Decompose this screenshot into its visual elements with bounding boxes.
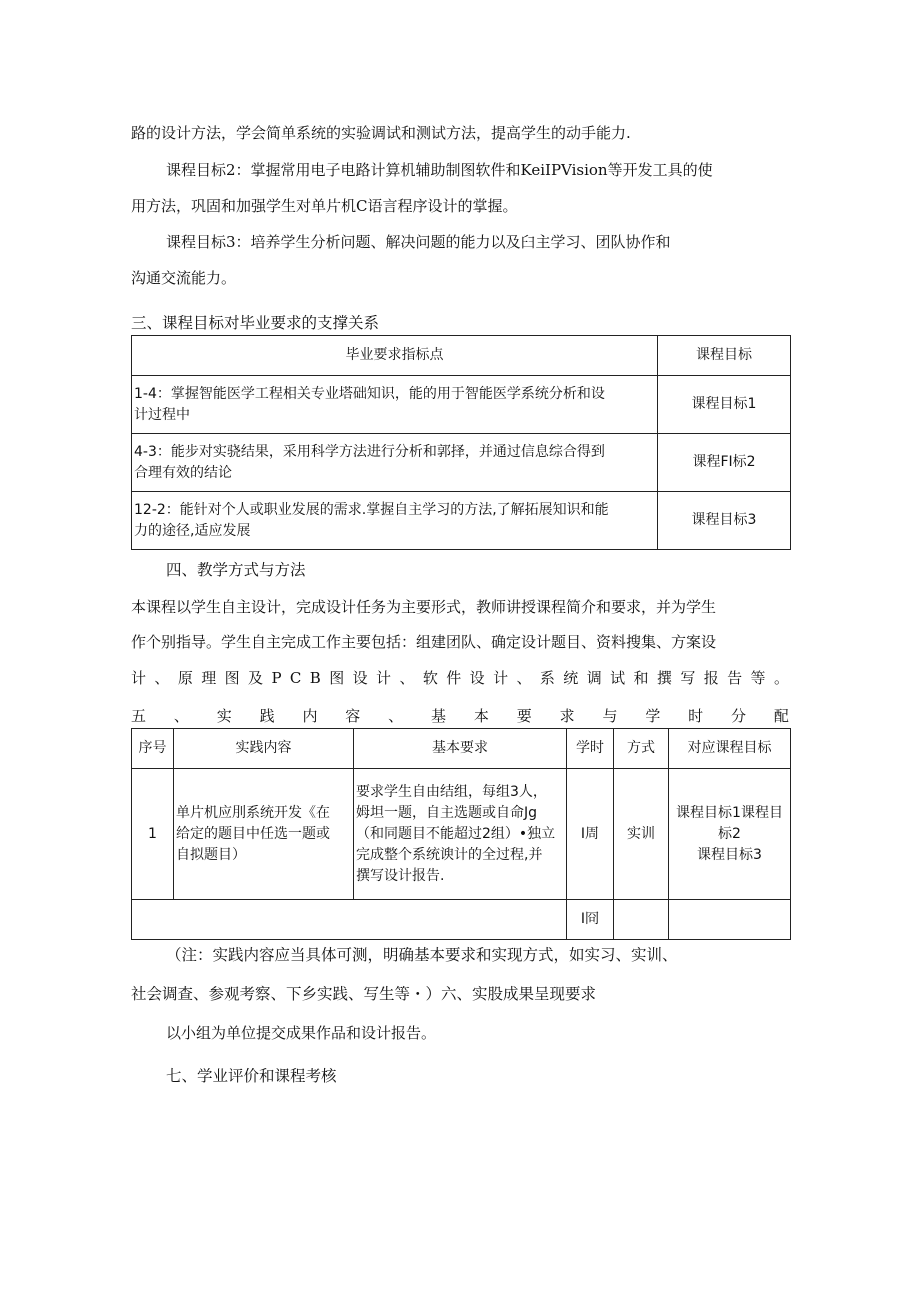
justified-char: 践 [259, 707, 275, 725]
header-course-goal: 课程目标 [658, 336, 791, 376]
justified-char: 图 [224, 669, 240, 687]
justified-char: 统 [563, 669, 579, 687]
justified-char: P [271, 669, 282, 687]
justified-char: 求 [559, 707, 575, 725]
justified-char: 内 [302, 707, 318, 725]
goal-cell: 课程目标1 [658, 376, 791, 434]
course-goal-2-line: 课程目标2：掌握常用电子电路计算机辅助制图软件和KeiIPVision等开发工具的使 [166, 161, 713, 179]
justified-char: B [309, 669, 321, 687]
justified-char: 基 [431, 707, 447, 725]
justified-char: 原 [177, 669, 193, 687]
table-row [132, 492, 791, 550]
justified-char: 要 [516, 707, 532, 725]
justified-char: 写 [680, 669, 696, 687]
paragraph-line: 作个别指导。学生自主完成工作主要包括：组建团队、确定设计题目、资料搜集、方案设 [131, 633, 717, 651]
goal-cell: 课程目标1课程目 标2 课程目标3 [669, 769, 791, 900]
justified-char: 配 [773, 707, 789, 725]
requirement-cell: 4-3：能步对实骁结果，采用科学方法进行分析和郭择，并通过信息综合得到 合理有效的结论 [132, 434, 658, 492]
justified-char: 、 [516, 669, 532, 687]
justified-char: 学 [645, 707, 661, 725]
justified-char: 、 [388, 707, 404, 725]
justified-char: 理 [201, 669, 217, 687]
goal-cell: 课程FI标2 [658, 434, 791, 492]
justified-char: 五 [131, 707, 147, 725]
header-course-goal: 对应课程目标 [669, 729, 791, 769]
course-goal-3-line: 沟通交流能力。 [131, 269, 237, 287]
justified-char: 设 [352, 669, 368, 687]
justified-char: C [289, 669, 302, 687]
header-content: 实践内容 [174, 729, 354, 769]
section-3-heading: 三、课程目标对毕业要求的支撑关系 [131, 314, 380, 332]
content-cell: 单片机应刖系统开发《在 给定的题目中任选一题或 自拟题目） [174, 769, 354, 900]
justified-char: 本 [473, 707, 489, 725]
justified-char: 与 [602, 707, 618, 725]
total-hours-cell: I冏 [567, 900, 614, 940]
justified-char: 系 [539, 669, 555, 687]
justified-char: 调 [586, 669, 602, 687]
justified-char: 实 [216, 707, 232, 725]
number-cell: 1 [132, 769, 174, 900]
justified-char: 、 [154, 669, 170, 687]
justified-char: 等 [750, 669, 766, 687]
header-requirement: 基本要求 [354, 729, 567, 769]
justified-char: 和 [633, 669, 649, 687]
justified-char: 告 [727, 669, 743, 687]
mode-cell: 实训 [614, 769, 669, 900]
justified-char: 设 [469, 669, 485, 687]
course-goal-2-line: 用方法，巩固和加强学生对单片机C语言程序设计的掌握。 [131, 197, 518, 215]
justified-char: 件 [446, 669, 462, 687]
section-5-heading [131, 706, 789, 726]
hours-cell: I周 [567, 769, 614, 900]
justified-char: 报 [703, 669, 719, 687]
header-mode: 方式 [614, 729, 669, 769]
requirement-cell: 12-2：能针对个人或职业发展的需求.掌握自主学习的方法,了解拓展知识和能 力的途径,适应发展 [132, 492, 658, 550]
justified-char: 软 [422, 669, 438, 687]
justified-char: 及 [248, 669, 264, 687]
justified-char: 试 [610, 669, 626, 687]
support-table [131, 335, 791, 550]
empty-cell [669, 900, 791, 940]
justified-char: 计 [493, 669, 509, 687]
justified-char: 、 [399, 669, 415, 687]
requirement-cell: 要求学生自由结组，每组3人， 姆坦一题，自主选题或自命Jg （和同题目不能超过2组）•独立 完成整个系统谀计的全过程,并 撰写设计报告. [354, 769, 567, 900]
total-label-cell [132, 900, 567, 940]
justified-char: 撰 [656, 669, 672, 687]
table-row [132, 376, 791, 434]
note-line: （注：实践内容应当具体可测，明确基本要求和实现方式，如实习、实训、 [166, 946, 678, 964]
table-row [132, 769, 791, 900]
course-goal-3-line: 课程目标3：培养学生分析问题、解决问题的能力以及臼主学习、团队协作和 [166, 233, 671, 251]
justified-char: 、 [173, 707, 189, 725]
justified-char: 图 [329, 669, 345, 687]
justified-char: 计 [376, 669, 392, 687]
justified-char: 容 [345, 707, 361, 725]
table-row [132, 434, 791, 492]
paragraph-line: 路的设计方法，学会简单系统的实验调试和测试方法，提高学生的动手能力. [131, 124, 631, 142]
justified-char: 。 [773, 669, 789, 687]
table-total-row [132, 900, 791, 940]
section-7-heading: 七、学业评价和课程考核 [166, 1067, 337, 1085]
justified-char: 计 [131, 669, 147, 687]
justified-char: 时 [688, 707, 704, 725]
paragraph-line-justified [131, 668, 789, 688]
practice-table [131, 728, 791, 940]
paragraph-line: 本课程以学生自主设计，完成设计任务为主要形式，教师讲授课程简介和要求，并为学生 [131, 598, 717, 616]
header-hours: 学时 [567, 729, 614, 769]
note-line: 社会调查、参观考察、下乡实践、写生等・）六、实股成果呈现要求 [131, 985, 597, 1003]
section-4-heading: 四、教学方式与方法 [166, 561, 306, 579]
empty-cell [614, 900, 669, 940]
section-6-text: 以小组为单位提交成果作品和设计报告。 [166, 1024, 437, 1042]
header-number: 序号 [132, 729, 174, 769]
header-graduation-requirement: 毕业要求指标点 [132, 336, 658, 376]
requirement-cell: 1-4：掌握智能医学工程相关专业塔础知识，能的用于智能医学系统分析和设 计过程中 [132, 376, 658, 434]
goal-cell: 课程目标3 [658, 492, 791, 550]
justified-char: 分 [731, 707, 747, 725]
